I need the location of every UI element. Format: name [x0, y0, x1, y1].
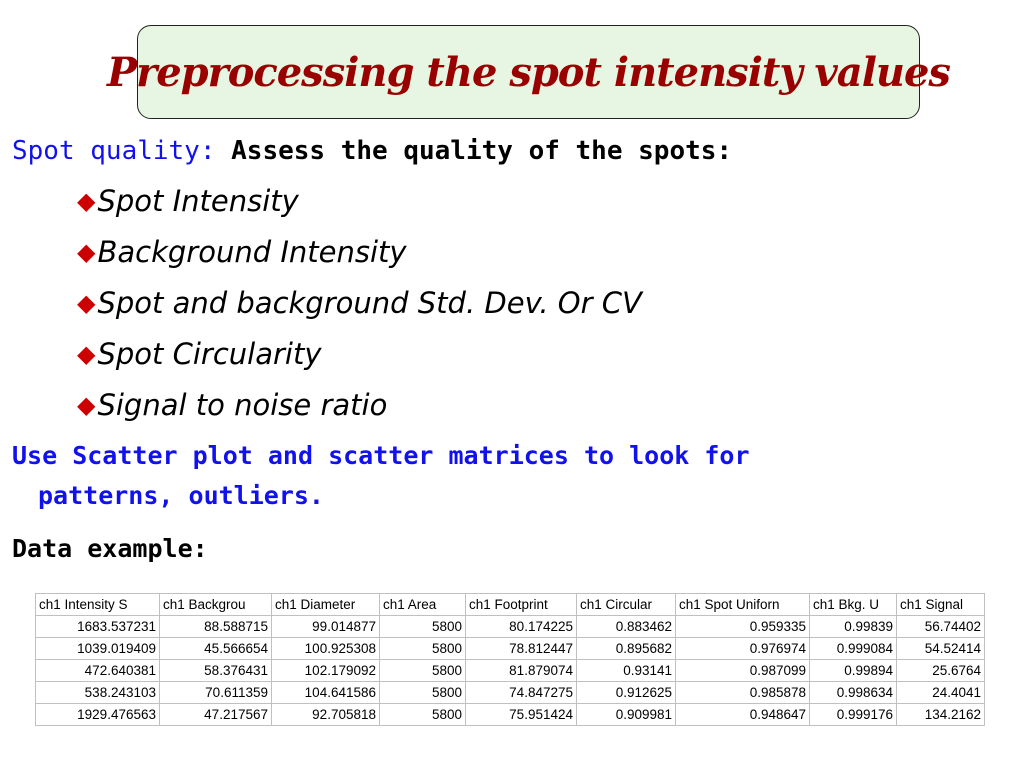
spot-quality-description: Assess the quality of the spots: — [231, 136, 733, 166]
table-cell: 0.959335 — [676, 616, 810, 638]
red-diamond-icon: ◆ — [77, 238, 96, 266]
table-cell: 70.611359 — [160, 682, 272, 704]
table-cell: 0.99839 — [810, 616, 897, 638]
table-cell: 81.879074 — [466, 660, 577, 682]
spot-quality-label: Spot quality: — [12, 136, 216, 166]
table-cell: 0.948647 — [676, 704, 810, 726]
column-header: ch1 Intensity S — [36, 594, 160, 616]
table-cell: 5800 — [380, 682, 466, 704]
list-item — [77, 181, 642, 232]
table-cell: 472.640381 — [36, 660, 160, 682]
table-cell: 92.705818 — [272, 704, 380, 726]
table-cell: 56.74402 — [897, 616, 985, 638]
table-cell: 0.999084 — [810, 638, 897, 660]
table-cell: 0.93141 — [577, 660, 676, 682]
list-item-label: Signal to noise ratio — [97, 388, 388, 422]
table-header-row — [36, 594, 985, 616]
table-row — [36, 660, 985, 682]
scatter-plot-note — [12, 436, 872, 516]
column-header: ch1 Signal — [897, 594, 985, 616]
scatter-note-line2: patterns, outliers. — [38, 481, 324, 510]
list-item-label: Background Intensity — [97, 235, 407, 269]
scatter-note-line1: Use Scatter plot and scatter matrices to look for — [12, 441, 750, 470]
title-box — [107, 25, 950, 119]
column-header: ch1 Circular — [577, 594, 676, 616]
table-cell: 80.174225 — [466, 616, 577, 638]
table-cell: 134.2162 — [897, 704, 985, 726]
table-cell: 75.951424 — [466, 704, 577, 726]
table-cell: 47.217567 — [160, 704, 272, 726]
list-item-label: Spot Circularity — [97, 337, 322, 371]
column-header: ch1 Spot Uniforn — [676, 594, 810, 616]
list-item — [77, 232, 642, 283]
table-cell: 1683.537231 — [36, 616, 160, 638]
table-row — [36, 704, 985, 726]
table-cell: 0.909981 — [577, 704, 676, 726]
table-cell: 78.812447 — [466, 638, 577, 660]
table-row — [36, 638, 985, 660]
column-header: ch1 Backgrou — [160, 594, 272, 616]
table-cell: 0.912625 — [577, 682, 676, 704]
red-diamond-icon: ◆ — [77, 340, 96, 368]
table-cell: 102.179092 — [272, 660, 380, 682]
data-table — [35, 593, 985, 726]
table-row — [36, 682, 985, 704]
table-cell: 100.925308 — [272, 638, 380, 660]
table-cell: 88.588715 — [160, 616, 272, 638]
table-cell: 0.976974 — [676, 638, 810, 660]
table-cell: 25.6764 — [897, 660, 985, 682]
table-cell: 1929.476563 — [36, 704, 160, 726]
table-cell: 5800 — [380, 616, 466, 638]
column-header: ch1 Bkg. U — [810, 594, 897, 616]
table-cell: 0.999176 — [810, 704, 897, 726]
table-cell: 58.376431 — [160, 660, 272, 682]
column-header: ch1 Diameter — [272, 594, 380, 616]
list-item-label: Spot Intensity — [97, 184, 299, 218]
table-cell: 24.4041 — [897, 682, 985, 704]
list-item — [77, 385, 642, 436]
table-cell: 0.987099 — [676, 660, 810, 682]
quality-criteria-list — [77, 181, 642, 436]
table-cell: 74.847275 — [466, 682, 577, 704]
table-cell: 0.99894 — [810, 660, 897, 682]
table-cell: 54.52414 — [897, 638, 985, 660]
spot-quality-line — [12, 136, 732, 166]
table-cell: 0.998634 — [810, 682, 897, 704]
column-header: ch1 Footprint — [466, 594, 577, 616]
red-diamond-icon: ◆ — [77, 187, 96, 215]
table-cell: 5800 — [380, 638, 466, 660]
table-cell: 45.566654 — [160, 638, 272, 660]
table-cell: 0.895682 — [577, 638, 676, 660]
table-cell: 99.014877 — [272, 616, 380, 638]
table-cell: 1039.019409 — [36, 638, 160, 660]
table-cell: 538.243103 — [36, 682, 160, 704]
slide-title: Preprocessing the spot intensity values — [107, 48, 950, 96]
table-cell: 5800 — [380, 704, 466, 726]
list-item — [77, 283, 642, 334]
table-cell: 5800 — [380, 660, 466, 682]
list-item — [77, 334, 642, 385]
red-diamond-icon: ◆ — [77, 289, 96, 317]
data-example-label: Data example: — [12, 534, 208, 563]
column-header: ch1 Area — [380, 594, 466, 616]
red-diamond-icon: ◆ — [77, 391, 96, 419]
list-item-label: Spot and background Std. Dev. Or CV — [97, 286, 642, 320]
table-cell: 104.641586 — [272, 682, 380, 704]
table-cell: 0.985878 — [676, 682, 810, 704]
table-cell: 0.883462 — [577, 616, 676, 638]
table-row — [36, 616, 985, 638]
